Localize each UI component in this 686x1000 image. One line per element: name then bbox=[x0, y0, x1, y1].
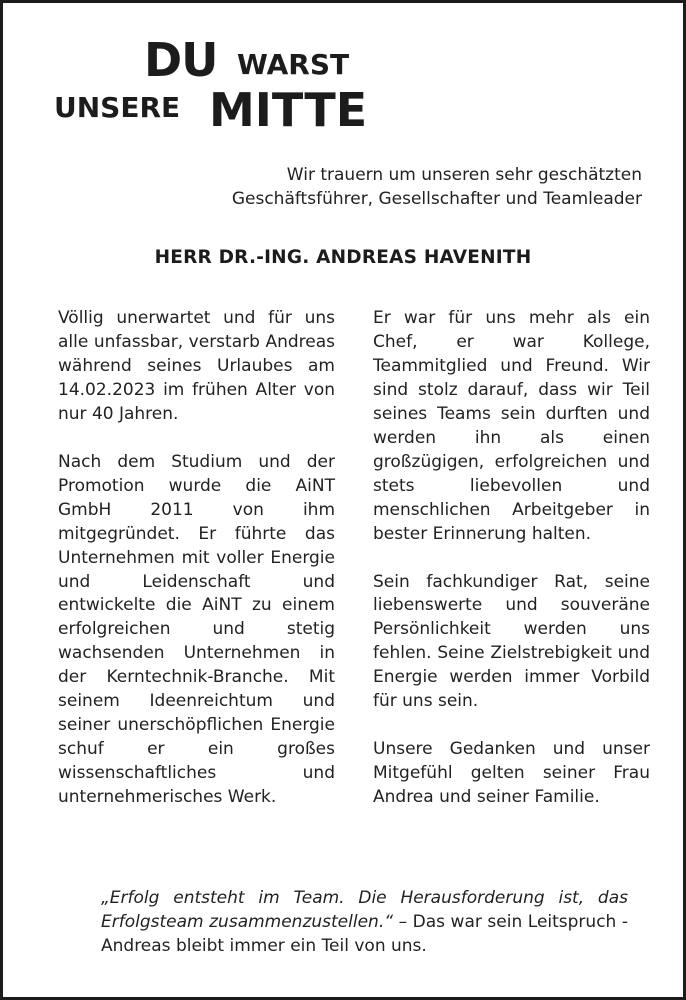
intro-line-1: Wir trauern um unseren sehr geschätzten bbox=[286, 165, 642, 185]
motto-quote-rest: – Das war sein Leitspruch - Andreas bleibt immer ein Teil von uns. bbox=[101, 912, 629, 956]
left-paragraph-2: Nach dem Studium und der Promotion wurde die AiNT GmbH 2011 von ihm mitgegründet. Er führte das Unternehmen mit voller Energie und Leidenschaft und entwickelte die AiNT zu einem erfolgreichen und stetig wachsenden Unternehmen in der Kerntechnik-Branche. Mit seinem Ideenreichtum und seiner unerschöpflichen Energie schuf er ein großes wissenschaftliches und unternehmerisches Werk. bbox=[58, 451, 335, 808]
right-paragraph-1: Er war für uns mehr als ein Chef, er war Kollege, Teammitglied und Freund. Wir sind stolz darauf, dass wir Teil seines Teams sein durften und werden ihn als einen großzügigen, erfolgreichen und stets liebevollen und menschlichen Arbeitgeber in bester Erinnerung halten. bbox=[373, 308, 650, 544]
intro-text bbox=[142, 163, 642, 211]
right-column bbox=[373, 307, 650, 810]
motto-quote-italic: „Erfolg entsteht im Team. Die Herausforderung ist, das Erfolgsteam zusammenzustellen.“ bbox=[101, 888, 628, 932]
headline-warst: WARST bbox=[237, 48, 350, 81]
intro-line-2: Geschäftsführer, Gesellschafter und Teamleader bbox=[231, 189, 642, 209]
left-paragraph-1: Völlig unerwartet und für uns alle unfassbar, verstarb Andreas während seines Urlaubes am 14.02.2023 im frühen Alter von nur 40 Jahren. bbox=[58, 308, 335, 424]
deceased-name: HERR DR.-ING. ANDREAS HAVENITH bbox=[154, 247, 532, 268]
right-paragraph-3: Unsere Gedanken und unser Mitgefühl gelten seiner Frau Andrea und seiner Familie. bbox=[373, 739, 650, 808]
headline-unsere: UNSERE bbox=[54, 91, 181, 124]
headline-mitte: MITTE bbox=[209, 83, 368, 137]
headline-du: DU bbox=[144, 33, 218, 87]
left-column bbox=[58, 307, 335, 810]
right-paragraph-2: Sein fachkundiger Rat, seine liebenswerte und souveräne Persönlichkeit werden uns fehlen. Seine Zielstrebigkeit und Energie werden immer Vorbild für uns sein. bbox=[373, 571, 650, 712]
motto-quote bbox=[101, 886, 628, 958]
